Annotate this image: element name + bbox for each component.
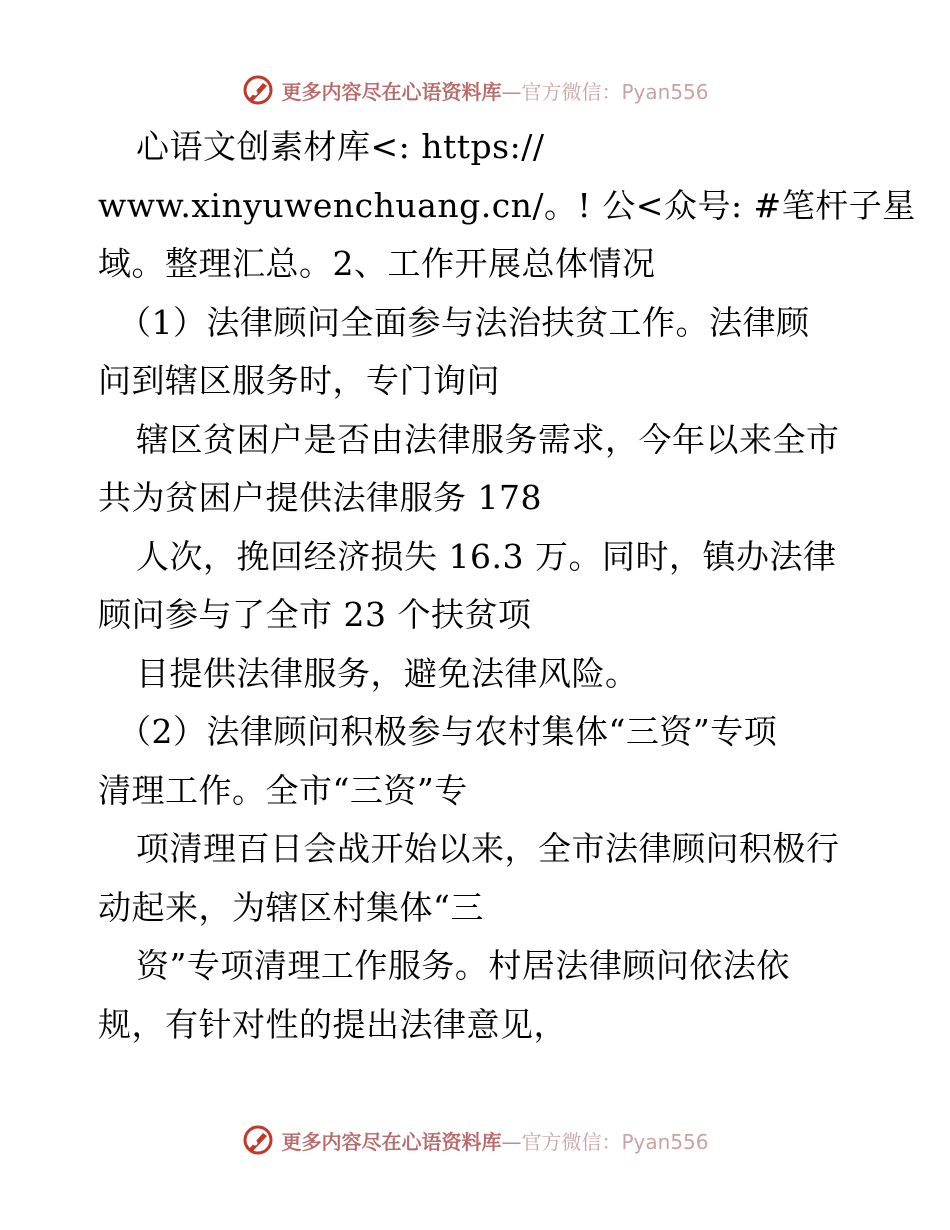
text-line: 辖区贫困户是否由法律服务需求，今年以来全市 bbox=[136, 419, 840, 459]
text-line: 动起来，为辖区村集体“三 bbox=[98, 887, 484, 927]
text-line: 共为贫困户提供法律服务 178 bbox=[98, 478, 542, 517]
banner-wechat-label: 官方微信： bbox=[521, 1129, 622, 1154]
banner-wechat-label: 官方微信： bbox=[521, 79, 622, 104]
banner-text bbox=[281, 1126, 708, 1155]
banner-brand: 更多内容尽在心语资料库 bbox=[281, 1129, 502, 1154]
text-line: （1）法律顾问全面参与法治扶贫工作。法律顾 bbox=[118, 302, 810, 342]
banner-wechat-id: Pyan556 bbox=[621, 1129, 709, 1154]
document-body bbox=[98, 118, 916, 1054]
text-line: 域。整理汇总。2、工作开展总体情况 bbox=[98, 244, 656, 283]
text-line: 规，有针对性的提出法律意见， bbox=[98, 1004, 567, 1044]
text-line: www.xinyuwenchuang.cn/。! 公<众号: #笔杆子星 bbox=[98, 185, 916, 225]
banner-dash: — bbox=[501, 1129, 522, 1154]
text-line: 问到辖区服务时，专门询问 bbox=[98, 361, 500, 400]
banner-dash: — bbox=[501, 79, 522, 104]
text-line: 项清理百日会战开始以来，全市法律顾问积极行 bbox=[136, 829, 840, 868]
text-line: 资”专项清理工作服务。村居法律顾问依法依 bbox=[136, 946, 790, 985]
text-line: 人次，挽回经济损失 16.3 万。同时，镇办法律 bbox=[136, 536, 837, 576]
text-line: 目提供法律服务，避免法律风险。 bbox=[136, 653, 639, 693]
banner-wechat-id: Pyan556 bbox=[621, 79, 709, 104]
banner-brand: 更多内容尽在心语资料库 bbox=[281, 79, 502, 104]
header-banner bbox=[0, 70, 950, 110]
text-line: 顾问参与了全市 23 个扶贫项 bbox=[98, 595, 532, 634]
pen-logo-icon bbox=[241, 73, 275, 107]
text-line: 心语文创素材库<: https:// bbox=[136, 127, 545, 166]
banner-text bbox=[281, 76, 708, 105]
pen-logo-icon bbox=[241, 1123, 275, 1157]
footer-banner bbox=[0, 1120, 950, 1160]
text-line: （2）法律顾问积极参与农村集体“三资”专项 bbox=[118, 712, 778, 751]
text-line: 清理工作。全市“三资”专 bbox=[98, 770, 468, 810]
